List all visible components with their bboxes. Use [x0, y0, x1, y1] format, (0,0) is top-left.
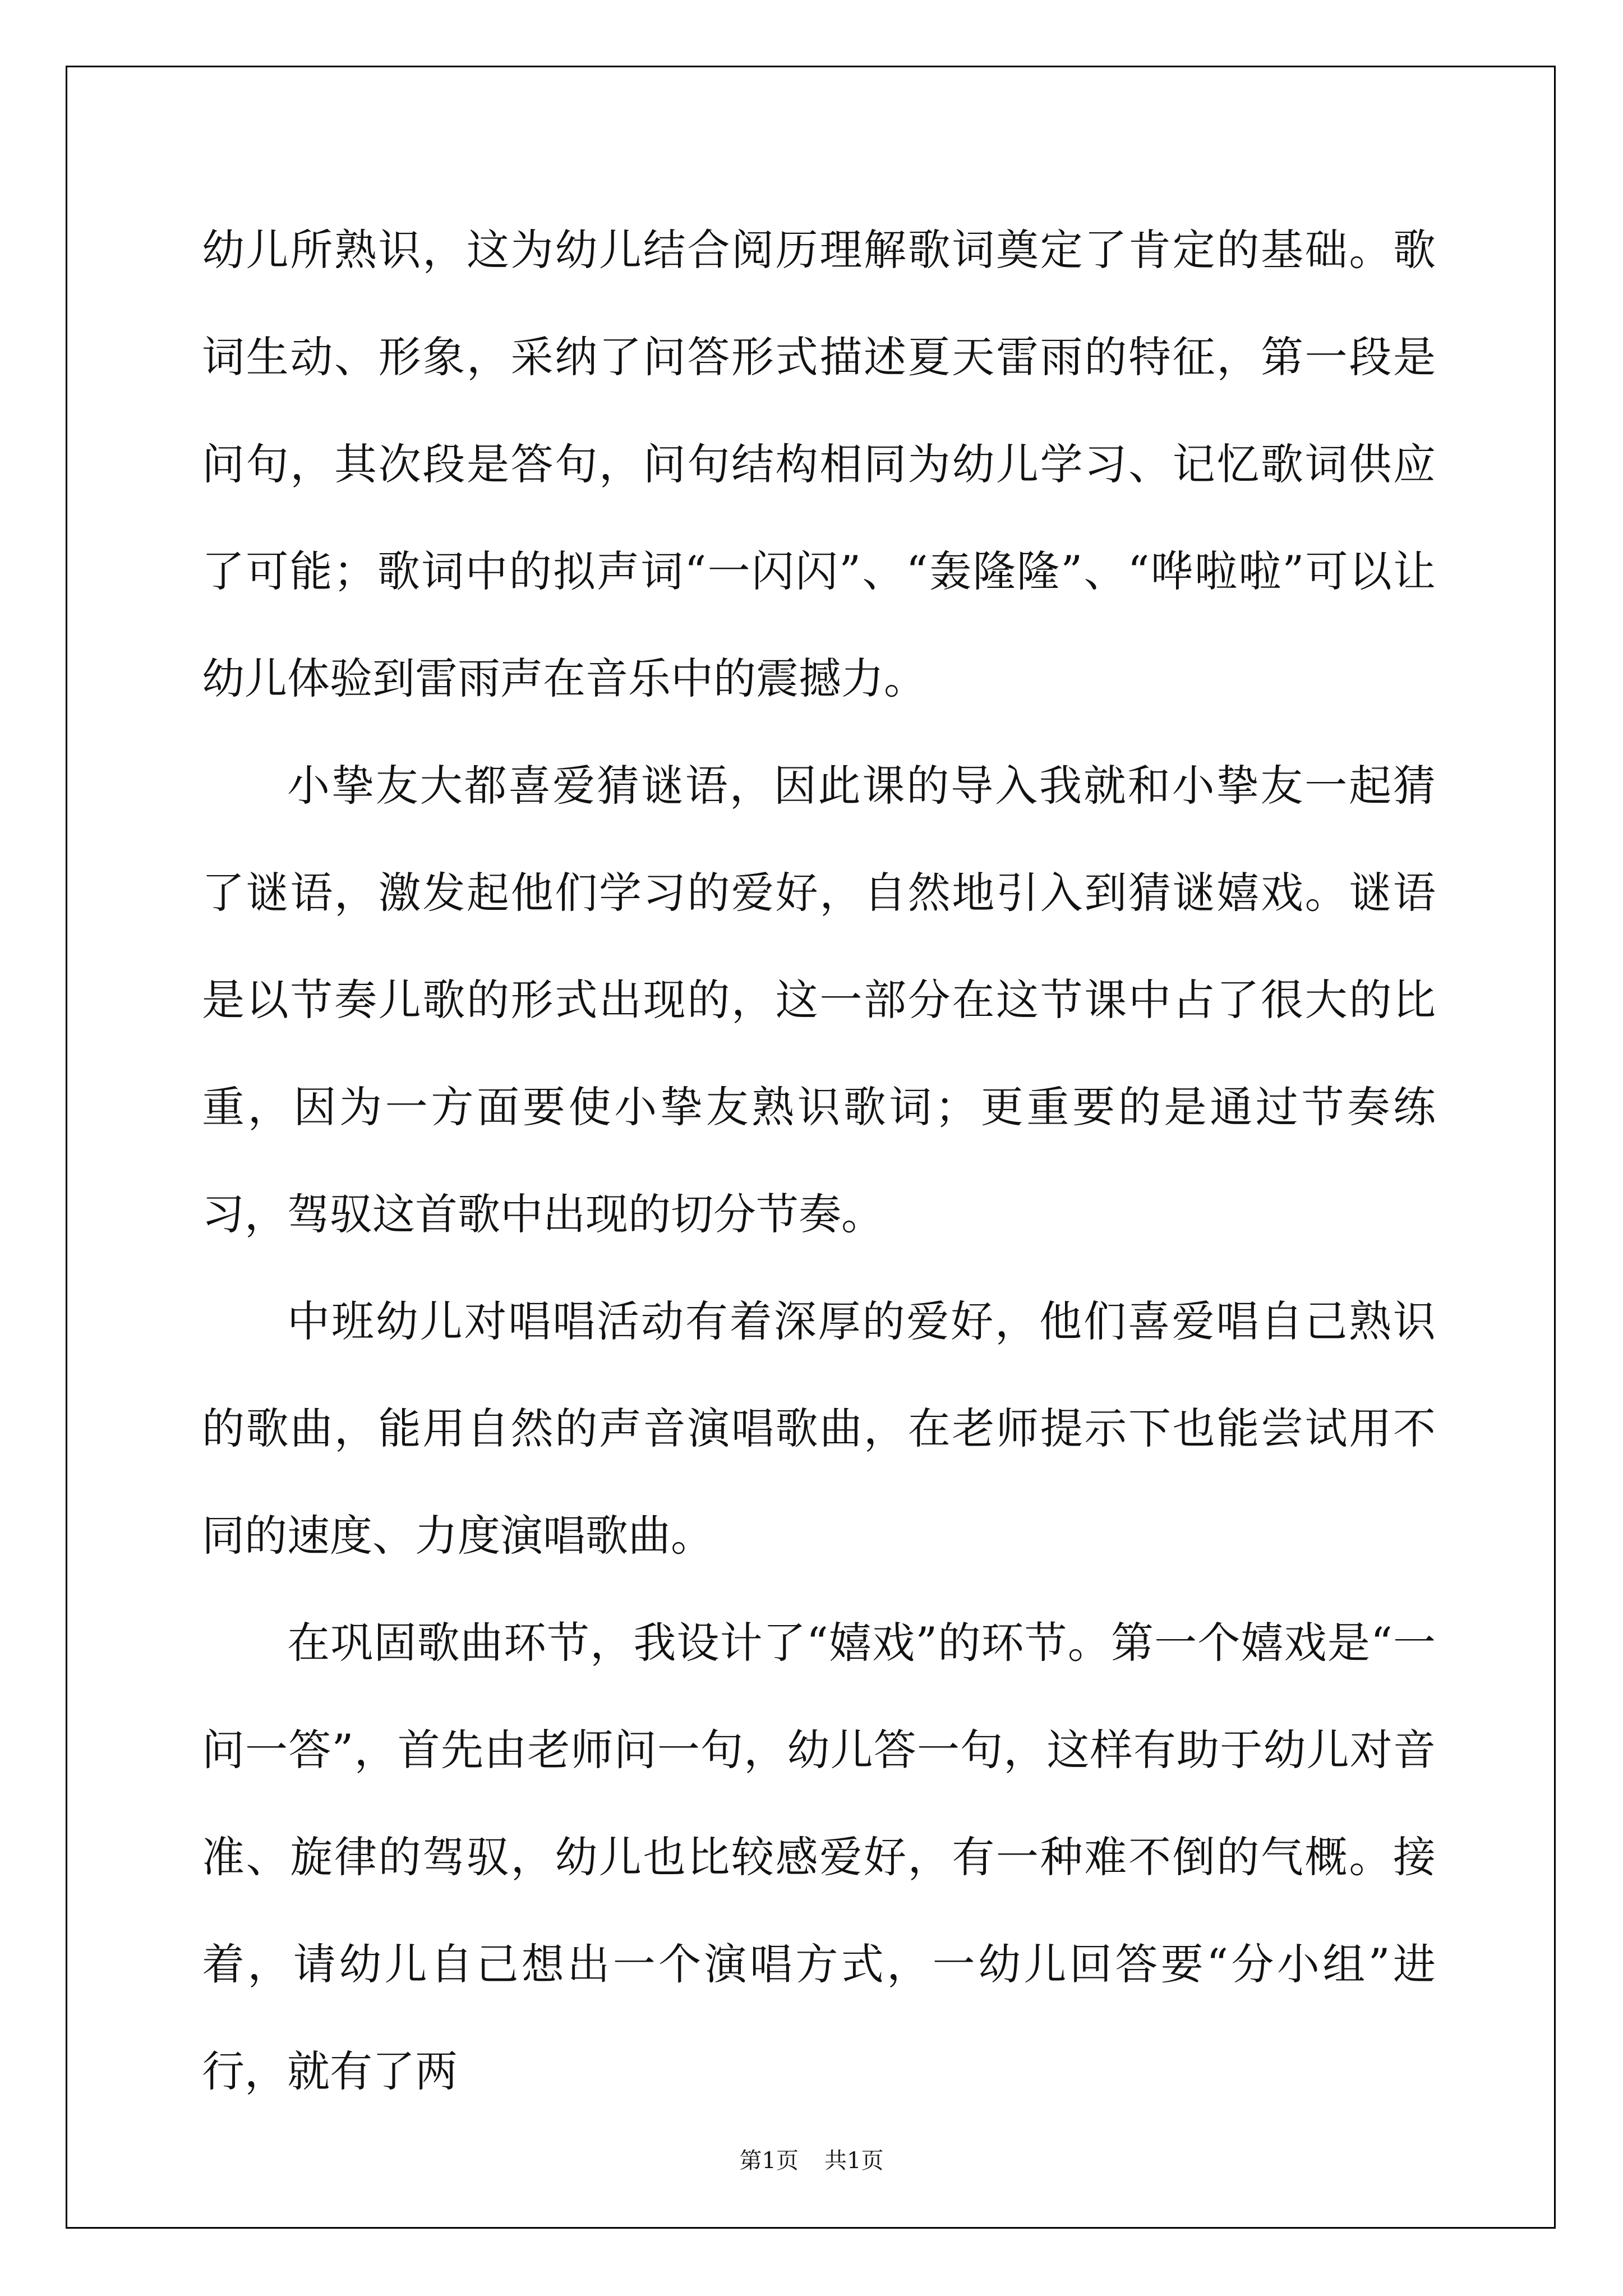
paragraph-3: 中班幼儿对唱唱活动有着深厚的爱好，他们喜爱唱自己熟识的歌曲，能用自然的声音演唱歌曲，在老师提示下也能尝试用不同的速度、力度演唱歌曲。: [202, 1296, 1436, 1561]
paragraph-1: 幼儿所熟识，这为幼儿结合阅历理解歌词奠定了肯定的基础。歌词生动、形象，采纳了问答形式描述夏天雷雨的特征，第一段是问句，其次段是答句，问句结构相同为幼儿学习、记忆歌词供应了可能；歌词中的拟声词“一闪闪”、“轰隆隆”、“哗啦啦”可以让幼儿体验到雷雨声在音乐中的震撼力。: [202, 225, 1436, 703]
paragraph-2: 小挚友大都喜爱猜谜语，因此课的导入我就和小挚友一起猜了谜语，激发起他们学习的爱好，自然地引入到猜谜嬉戏。谜语是以节奏儿歌的形式出现的，这一部分在这节课中占了很大的比重，因为一方面要使小挚友熟识歌词；更重要的是通过节奏练习，驾驭这首歌中出现的切分节奏。: [202, 761, 1436, 1239]
document-body: [202, 196, 1436, 2125]
page-total: 共1页: [824, 2148, 884, 2174]
page-footer: [0, 2143, 1623, 2175]
page-number: 第1页: [739, 2148, 799, 2174]
paragraph-4: 在巩固歌曲环节，我设计了“嬉戏”的环节。第一个嬉戏是“一问一答”，首先由老师问一句，幼儿答一句，这样有助于幼儿对音准、旋律的驾驭，幼儿也比较感爱好，有一种难不倒的气概。接着，请幼儿自己想出一个演唱方式，一幼儿回答要“分小组”进行，就有了两: [202, 1618, 1436, 2096]
